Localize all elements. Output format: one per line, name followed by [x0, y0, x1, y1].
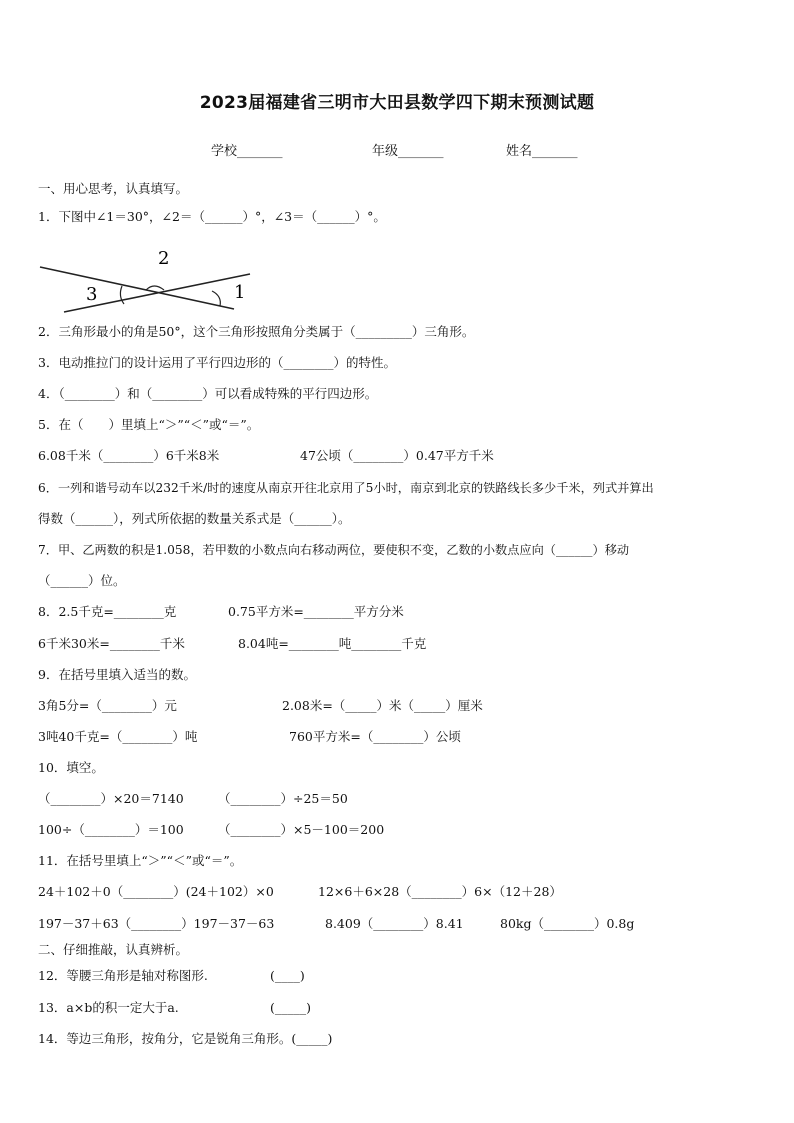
question-6-line-2: 得数（______），列式所依据的数量关系式是（______）。 [38, 511, 351, 526]
question-10b: （________）÷25＝50 [218, 791, 348, 806]
question-11c: 197－37＋63（________）197－37－63 [38, 916, 275, 931]
question-10d: （________）×5－100＝200 [218, 822, 385, 837]
question-11d: 8.409（________）8.41 [325, 916, 464, 931]
question-13-blank: (_____) [270, 1000, 312, 1015]
question-4: 4．（________）和（________）可以看成特殊的平行四边形。 [38, 386, 378, 401]
name-field: 姓名_______ [506, 144, 578, 159]
line-a [40, 267, 234, 309]
question-10: 10．填空。 [38, 760, 104, 775]
question-13: 13．a×b的积一定大于a. [38, 1000, 179, 1015]
question-11b: 12×6＋6×28（________）6×（12＋28） [318, 884, 562, 899]
angle-3-arc [120, 286, 124, 304]
question-5a: 6.08千米（________）6千米8米 [38, 448, 220, 463]
angle-label-3: 3 [86, 284, 98, 305]
question-9a: 3角5分=（________）元 [38, 698, 177, 713]
question-6-line-1: 6．一列和谐号动车以232千米/时的速度从南京开往北京用了5小时，南京到北京的铁路线长多少千米，列式并算出 [38, 481, 654, 495]
section-heading-2: 二、仔细推敲，认真辨析。 [38, 942, 189, 957]
question-12-blank: (____) [270, 968, 305, 983]
question-10a: （________）×20＝7140 [38, 791, 184, 806]
question-8a: 8．2.5千克=________克 [38, 604, 177, 619]
question-2: 2．三角形最小的角是50°，这个三角形按照角分类属于（_________）三角形。 [38, 324, 475, 339]
question-7-line-2: （______）位。 [38, 573, 126, 588]
question-9d: 760平方米=（________）公顷 [289, 729, 461, 744]
question-14: 14．等边三角形，按角分，它是锐角三角形。(_____) [38, 1031, 333, 1046]
angle-2-arc [146, 286, 164, 290]
question-5b: 47公顷（________）0.47平方千米 [300, 448, 494, 463]
grade-field: 年级_______ [372, 144, 444, 159]
angle-label-2: 2 [158, 248, 170, 269]
angle-figure [34, 244, 264, 314]
question-10c: 100÷（________）＝100 [38, 822, 184, 837]
angle-label-1: 1 [234, 282, 246, 303]
question-7-line-1: 7．甲、乙两数的积是1.058，若甲数的小数点向右移动两位，要使积不变，乙数的小数点应向（______）移动 [38, 543, 630, 557]
school-field: 学校_______ [211, 144, 283, 159]
question-11e: 80kg（________）0.8g [500, 916, 635, 931]
section-heading-1: 一、用心思考，认真填写。 [38, 181, 189, 196]
question-9c: 3吨40千克=（________）吨 [38, 729, 198, 744]
question-3: 3．电动推拉门的设计运用了平行四边形的（________）的特性。 [38, 355, 396, 370]
question-8b: 0.75平方米=________平方分米 [228, 604, 404, 619]
question-8d: 8.04吨=________吨________千克 [238, 636, 427, 651]
question-1: 1．下图中∠1＝30°，∠2＝（______）°，∠3＝（______）°。 [38, 209, 386, 224]
question-9b: 2.08米=（_____）米（_____）厘米 [282, 698, 483, 713]
question-9: 9．在括号里填入适当的数。 [38, 667, 196, 682]
question-5: 5．在（ ）里填上“＞”“＜”或“＝”。 [38, 417, 260, 432]
question-11: 11．在括号里填上“＞”“＜”或“＝”。 [38, 853, 243, 868]
page-title: 2023届福建省三明市大田县数学四下期末预测试题 [199, 93, 595, 113]
question-8c: 6千米30米=________千米 [38, 636, 185, 651]
question-11a: 24＋102＋0（________）(24＋102）×0 [38, 884, 274, 899]
question-12: 12．等腰三角形是轴对称图形. [38, 968, 208, 983]
